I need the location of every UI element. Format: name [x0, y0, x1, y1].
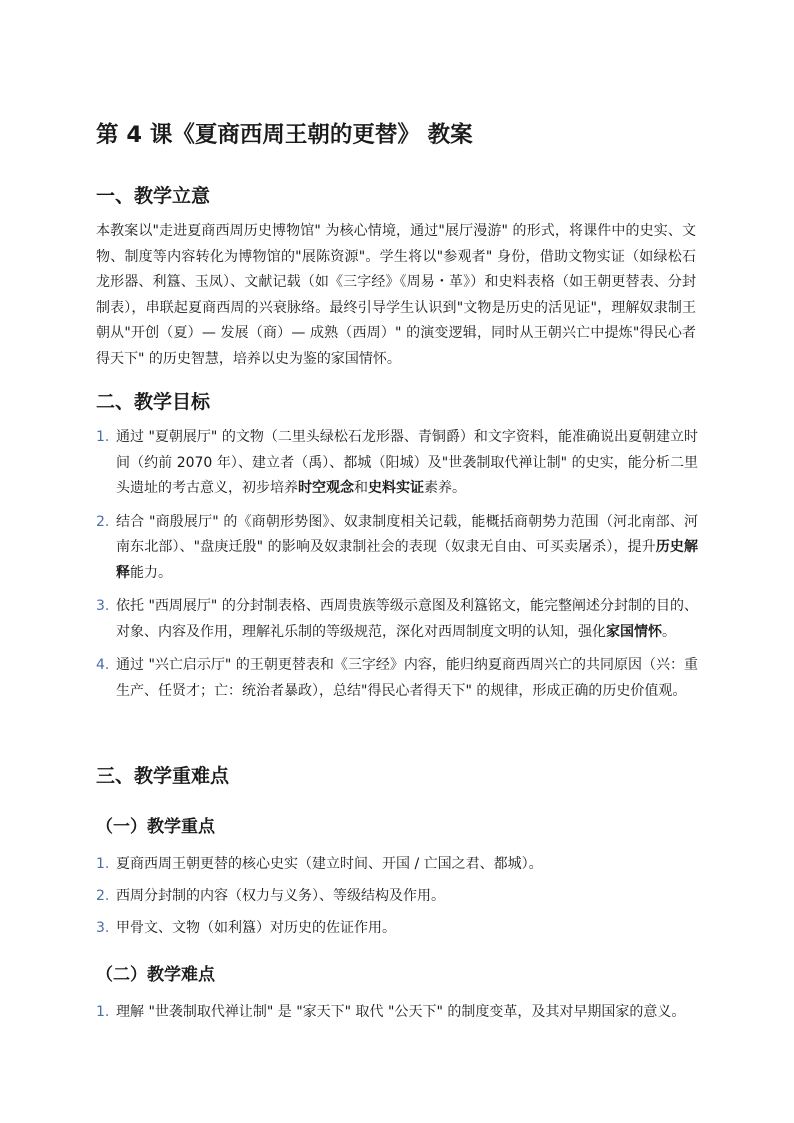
list-item-emphasis: 家国情怀	[606, 623, 662, 640]
list-item	[96, 916, 698, 942]
list-item-text: 结合 "商殷展厅" 的《商朝形势图》、奴隶制度相关记载，能概括商朝势力范围（河北南部、河南东北部）、"盘庚迁殷" 的影响及奴隶制社会的表现（奴隶无自由、可买卖屠杀），提升	[116, 513, 698, 555]
list-item	[96, 653, 698, 704]
list-item	[96, 510, 698, 587]
list-item	[96, 852, 698, 878]
list-item	[96, 594, 698, 645]
list-item-emphasis: 历史解释	[116, 539, 699, 581]
list-item	[96, 884, 698, 910]
subsection-heading-key-points: （一）教学重点	[96, 817, 215, 837]
list-number: 2.	[96, 888, 110, 904]
teaching-concept-paragraph: 本教案以"走进夏商西周历史博物馆" 为核心情境，通过"展厅漫游" 的形式，将课件中的史实、文物、制度等内容转化为博物馆的"展陈资源"。学生将以"参观者" 身份，借助文物实证（如绿松石龙形器、利簋、玉凤）、文献记载（如《三字经》《周易・革》）和史料表格（如王朝更替表、分封制表），串联起夏商西周的兴衰脉络。最终引导学生认识到"文物是历史的活见证"，理解奴隶制王朝从"开创（夏）— 发展（商）— 成熟（西周）" 的演变逻辑，同时从王朝兴亡中提炼"得民心者得天下" 的历史智慧，培养以史为鉴的家国情怀。	[96, 223, 696, 367]
document-title: 第 4 课《夏商西周王朝的更替》 教案	[96, 122, 473, 148]
list-number: 3.	[96, 598, 110, 614]
list-item-text: 依托 "西周展厅" 的分封制表格、西周贵族等级示意图及利簋铭文，能完整阐述分封制的目的、对象、内容及作用，理解礼乐制的等级规范，深化对西周制度文明的认知，强化	[116, 598, 698, 640]
list-item-text: 西周分封制的内容（权力与义务）、等级结构及作用。	[116, 888, 445, 904]
key-points-list	[96, 852, 698, 948]
difficult-points-list	[96, 1000, 698, 1032]
list-number: 4.	[96, 657, 110, 673]
list-item-text: 甲骨文、文物（如利簋）对历史的佐证作用。	[116, 920, 396, 936]
list-number: 1.	[96, 1004, 110, 1020]
list-item-text: 通过 "夏朝展厅" 的文物（二里头绿松石龙形器、青铜爵）和文字资料，能准确说出夏朝建立时间（约前 2070 年）、建立者（禹）、都城（阳城）及"世袭制取代禅让制" 的史实，能分析二里头遗址的考古意义，初步培养	[116, 429, 698, 496]
section-heading-key-difficult-points: 三、教学重难点	[96, 765, 230, 787]
section-heading-teaching-goals: 二、教学目标	[96, 391, 211, 413]
list-item-text-tail: 素养。	[424, 480, 466, 496]
list-item-text-tail: 。	[662, 623, 676, 640]
list-number: 1.	[96, 429, 110, 445]
list-item-emphasis: 时空观念	[298, 480, 354, 496]
list-item-text-mid: 和	[354, 480, 368, 496]
section-heading-teaching-concept: 一、教学立意	[96, 185, 211, 207]
list-item	[96, 425, 698, 502]
list-number: 1.	[96, 856, 110, 872]
list-item-text: 夏商西周王朝更替的核心史实（建立时间、开国 / 亡国之君、都城）。	[116, 856, 543, 872]
teaching-goals-list	[96, 425, 698, 712]
list-item-emphasis-2: 史料实证	[368, 480, 424, 496]
list-item-text: 理解 "世袭制取代禅让制" 是 "家天下" 取代 "公天下" 的制度变革，及其对早期国家的意义。	[116, 1004, 686, 1020]
list-number: 2.	[96, 513, 110, 530]
subsection-heading-difficult-points: （二）教学难点	[96, 965, 215, 985]
list-item	[96, 1000, 698, 1026]
list-item-text-tail: 能力。	[130, 564, 172, 581]
list-item-text: 通过 "兴亡启示厅" 的王朝更替表和《三字经》内容，能归纳夏商西周兴亡的共同原因（兴：重生产、任贤才；亡：统治者暴政），总结"得民心者得天下" 的规律，形成正确的历史价值观。	[116, 657, 698, 699]
list-number: 3.	[96, 920, 110, 936]
